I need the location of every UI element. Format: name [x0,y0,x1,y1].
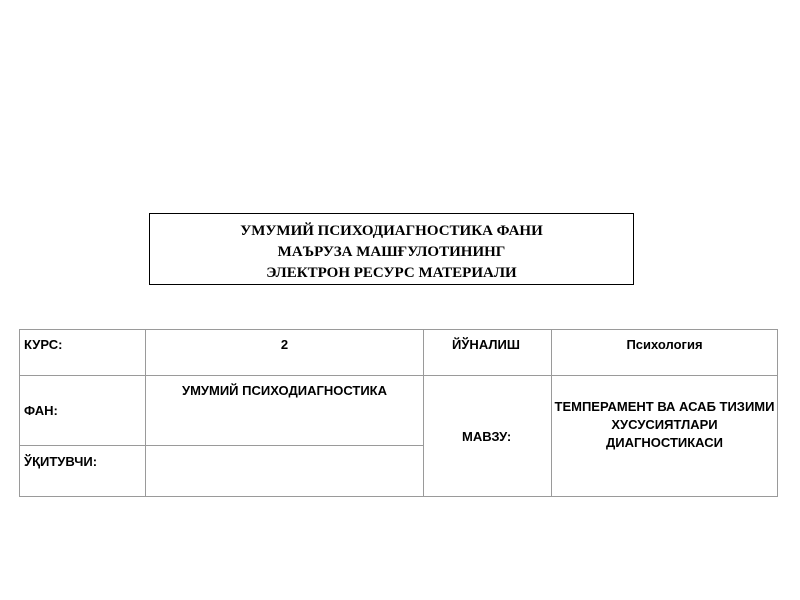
course-value-cell [146,330,424,376]
teacher-label-cell [20,446,146,497]
direction-label-cell [424,330,552,376]
teacher-value-cell [146,446,424,497]
subject-value-cell [146,376,424,446]
topic-label-cell [424,376,552,497]
document-title-box [149,213,634,285]
course-label-cell [20,330,146,376]
course-label: КУРС: [24,337,63,352]
title-line-3: ЭЛЕКТРОН РЕСУРС МАТЕРИАЛИ [266,265,517,281]
subject-value: УМУМИЙ ПСИХОДИАГНОСТИКА [181,383,388,398]
table-row-subject [20,376,778,446]
title-line-2: МАЪРУЗА МАШҒУЛОТИНИНГ [277,244,506,260]
table-row-course [20,330,778,376]
info-table [19,329,778,497]
course-value: 2 [280,337,289,352]
topic-value-cell [552,376,778,497]
teacher-label: ЎҚИТУВЧИ: [24,454,98,469]
direction-value-cell [552,330,778,376]
title-line-1: УМУМИЙ ПСИХОДИАГНОСТИКА ФАНИ [240,223,543,239]
direction-value: Психология [626,337,703,352]
topic-label: МАВЗУ: [462,428,512,444]
subject-label: ФАН: [24,403,58,418]
direction-label: ЙЎНАЛИШ [452,337,520,352]
topic-value: ТЕМПЕРАМЕНТ ВА АСАБ ТИЗИМИ ХУСУСИЯТЛАРИ ДИАГНОСТИКАСИ [554,399,775,450]
subject-label-cell [20,376,146,446]
